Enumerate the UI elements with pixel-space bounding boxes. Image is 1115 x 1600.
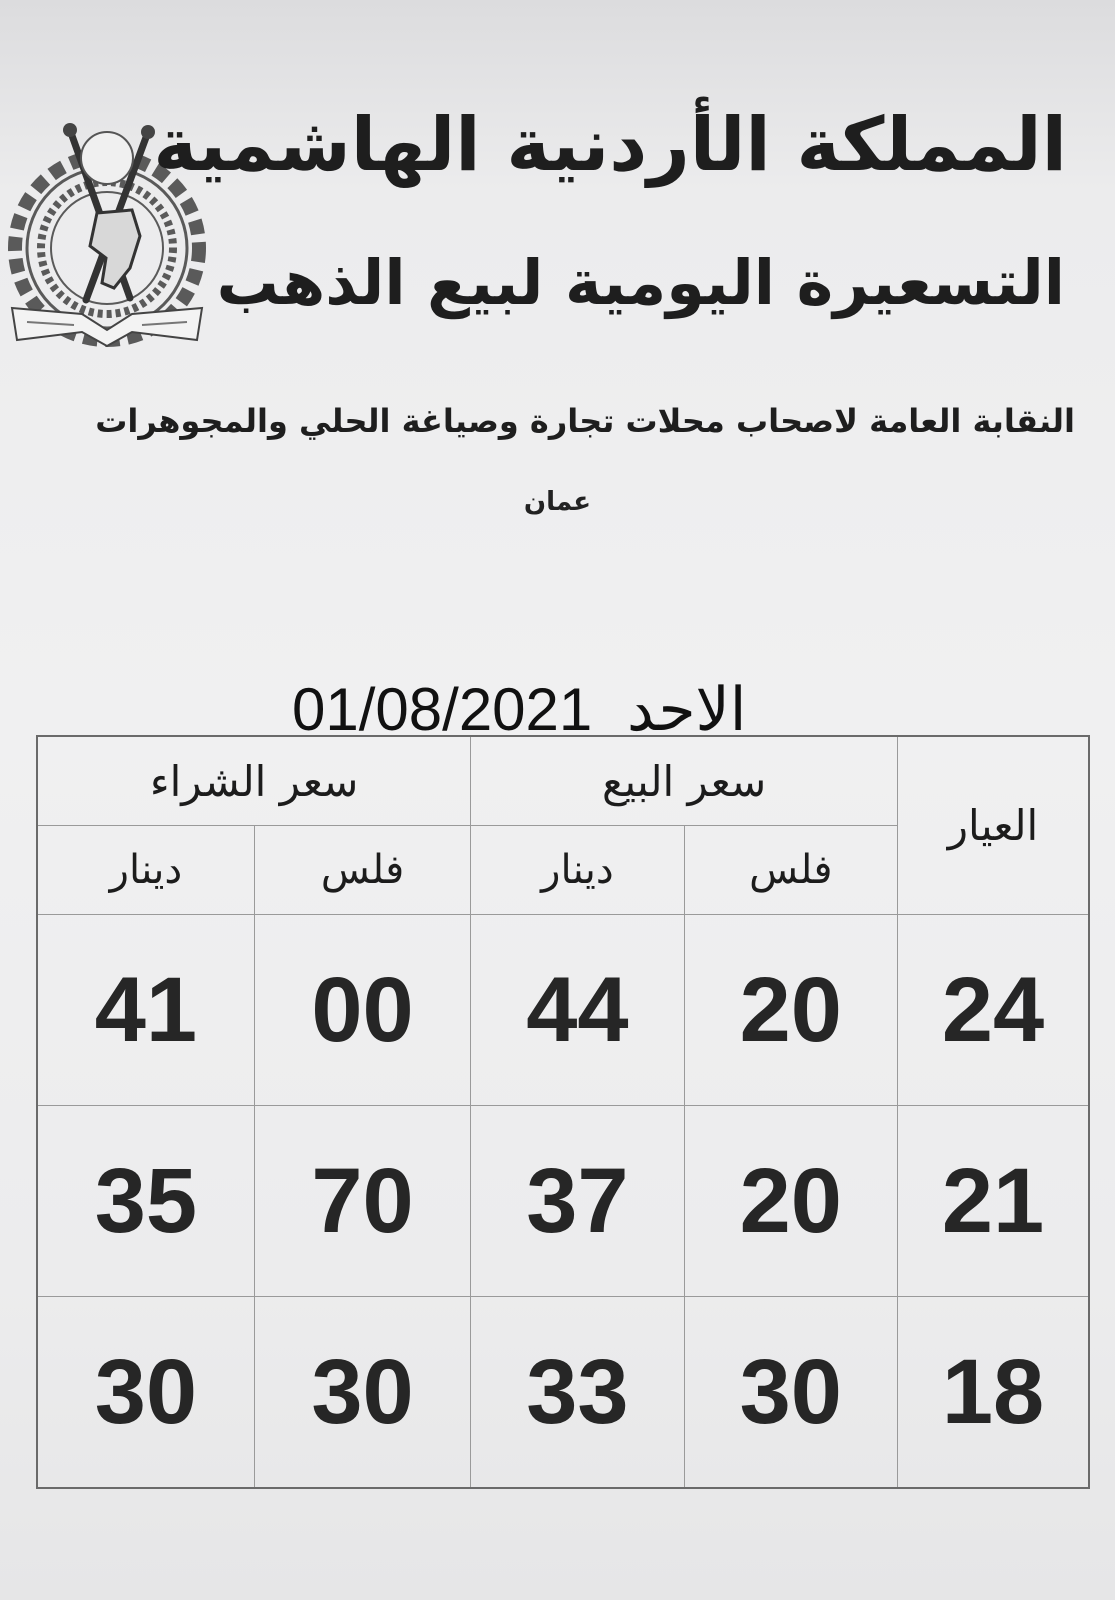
day-name: الاحد: [626, 676, 747, 743]
buy-dinar-cell: 41: [37, 915, 254, 1106]
buy-fils-header: فلس: [254, 826, 470, 915]
karat-cell: 21: [898, 1106, 1090, 1297]
table-row: [37, 1297, 1089, 1489]
gold-price-table: [36, 735, 1090, 1489]
table-row: [37, 1106, 1089, 1297]
buy-price-header: سعر الشراء: [37, 736, 471, 826]
karat-cell: 18: [898, 1297, 1090, 1489]
union-name: النقابة العامة لاصحاب محلات تجارة وصياغة الحلي والمجوهرات: [95, 402, 1075, 440]
sell-fils-cell: 30: [684, 1297, 897, 1489]
date-value: 01/08/2021: [292, 676, 593, 743]
buy-dinar-cell: 35: [37, 1106, 254, 1297]
sell-dinar-header: دينار: [471, 826, 684, 915]
sell-dinar-cell: 33: [471, 1297, 684, 1489]
karat-cell: 24: [898, 915, 1090, 1106]
buy-dinar-header: دينار: [37, 826, 254, 915]
sell-fils-cell: 20: [684, 1106, 897, 1297]
karat-header: العيار: [898, 736, 1090, 915]
page-title: المملكة الأردنية الهاشمية: [153, 102, 1067, 188]
page-subtitle: التسعيرة اليومية لبيع الذهب: [216, 246, 1065, 319]
sell-dinar-cell: 44: [471, 915, 684, 1106]
dateline: [292, 676, 747, 743]
sell-price-header: سعر البيع: [471, 736, 898, 826]
buy-fils-cell: 00: [254, 915, 470, 1106]
city-label: عمان: [523, 487, 592, 517]
sell-dinar-cell: 37: [471, 1106, 684, 1297]
buy-fils-cell: 30: [254, 1297, 470, 1489]
buy-dinar-cell: 30: [37, 1297, 254, 1489]
buy-fils-cell: 70: [254, 1106, 470, 1297]
sell-fils-cell: 20: [684, 915, 897, 1106]
table-row: [37, 915, 1089, 1106]
table-header-row: [37, 736, 1089, 826]
sell-fils-header: فلس: [684, 826, 897, 915]
